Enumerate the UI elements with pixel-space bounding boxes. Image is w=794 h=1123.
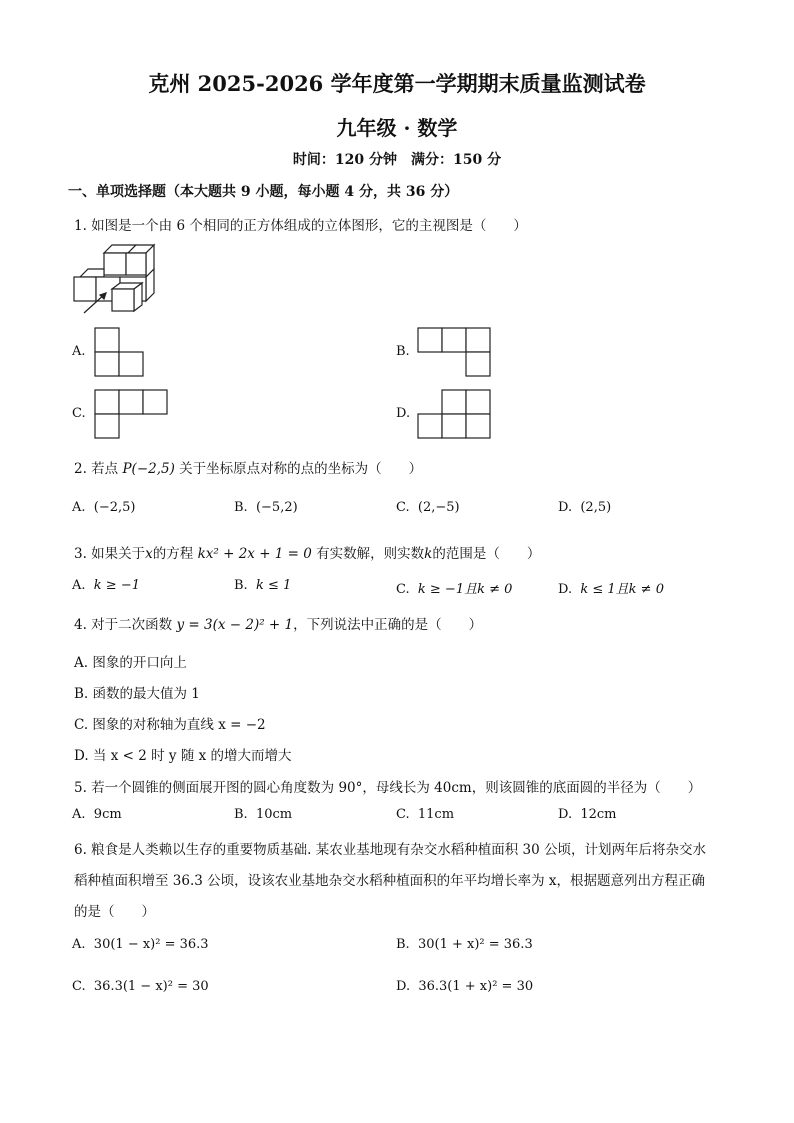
q6-option-b[interactable]: B. 30(1 + x)² = 36.3 [396, 937, 533, 952]
q2-option-a[interactable]: A. (−2,5) [72, 500, 136, 515]
time-info: 时间：120 分钟 满分：150 分 [292, 152, 502, 168]
q3-option-a[interactable]: A. k ≥ −1 [72, 578, 140, 593]
q2-option-b[interactable]: B. (−5,2) [234, 500, 298, 515]
q3-option-c[interactable]: C. k ≥ −1且k ≠ 0 [396, 582, 513, 597]
point-p: P(−2,5) [122, 461, 175, 477]
q3-option-d[interactable]: D. k ≤ 1且k ≠ 0 [558, 582, 664, 597]
question-3-stem: 3. 如果关于x的方程 kx² + 2x + 1 = 0 有实数解，则实数k的范围是（ ） [74, 546, 541, 562]
q4-option-b[interactable]: B. 函数的最大值为 1 [74, 686, 200, 702]
q4-option-c[interactable]: C. 图象的对称轴为直线 x = −2 [74, 717, 266, 733]
q5-option-d[interactable]: D. 12cm [558, 807, 617, 822]
q1-option-d-figure[interactable] [416, 389, 494, 439]
exam-subtitle: 九年级 · 数学 [336, 116, 458, 140]
question-5-stem: 5. 若一个圆锥的侧面展开图的圆心角度数为 90°，母线长为 40cm，则该圆锥的底面圆的半径为（ ） [74, 780, 702, 796]
q5-option-c[interactable]: C. 11cm [396, 807, 455, 822]
q1-option-b-label[interactable]: B. [396, 344, 410, 359]
equation: kx² + 2x + 1 = 0 [197, 546, 312, 562]
q1-option-a-label[interactable]: A. [72, 344, 86, 359]
question-6-stem-line2: 稻种植面积增至 36.3 公顷，设该农业基地杂交水稻种植面积的年平均增长率为 x，根据题意列出方程正确 [74, 873, 706, 889]
q5-option-b[interactable]: B. 10cm [234, 807, 293, 822]
question-1-solid-figure [70, 243, 170, 318]
q1-option-c-label[interactable]: C. [72, 406, 86, 421]
q5-option-a[interactable]: A. 9cm [72, 807, 122, 822]
q1-option-d-label[interactable]: D. [396, 406, 411, 421]
q1-option-a-figure[interactable] [93, 327, 145, 377]
exam-title: 克州 2025-2026 学年度第一学期期末质量监测试卷 [148, 71, 646, 96]
q4-option-d[interactable]: D. 当 x < 2 时 y 随 x 的增大而增大 [74, 748, 292, 764]
question-6-stem-line1: 6. 粮食是人类赖以生存的重要物质基础. 某农业基地现有杂交水稻种植面积 30 公顷，计划两年后将杂交水 [74, 842, 707, 858]
question-4-stem: 4. 对于二次函数 y = 3(x − 2)² + 1，下列说法中正确的是（ ） [74, 617, 483, 633]
q6-option-a[interactable]: A. 30(1 − x)² = 36.3 [72, 937, 209, 952]
q1-option-c-figure[interactable] [93, 389, 171, 439]
q6-option-d[interactable]: D. 36.3(1 + x)² = 30 [396, 979, 534, 994]
q2-option-c[interactable]: C. (2,−5) [396, 500, 460, 515]
q1-option-b-figure[interactable] [416, 327, 494, 377]
question-6-stem-line3: 的是（ ） [74, 904, 155, 920]
question-1-stem: 1. 如图是一个由 6 个相同的正方体组成的立体图形，它的主视图是（ ） [74, 218, 527, 234]
question-2-stem: 2. 若点 P(−2,5) 关于坐标原点对称的点的坐标为（ ） [74, 461, 423, 477]
q2-option-d[interactable]: D. (2,5) [558, 500, 612, 515]
q6-option-c[interactable]: C. 36.3(1 − x)² = 30 [72, 979, 209, 994]
section-heading: 一、单项选择题（本大题共 9 小题，每小题 4 分，共 36 分） [68, 184, 459, 200]
quadratic-function: y = 3(x − 2)² + 1 [176, 617, 294, 633]
q4-option-a[interactable]: A. 图象的开口向上 [74, 655, 187, 671]
q3-option-b[interactable]: B. k ≤ 1 [234, 578, 292, 593]
